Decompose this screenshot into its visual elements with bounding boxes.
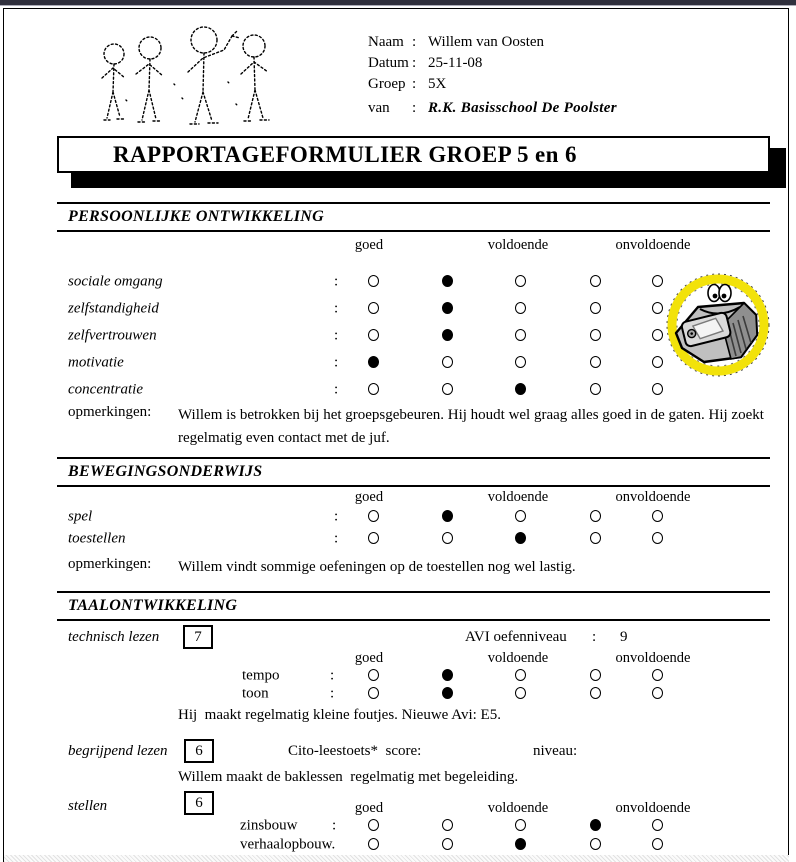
rating-dot [652, 669, 663, 681]
rating-dot [652, 532, 663, 544]
rating-row-colon: : [334, 273, 339, 289]
item-label-stellen: stellen [68, 798, 108, 814]
rating-dot [590, 510, 601, 522]
avi-oefenniveau-label: AVI oefenniveau [465, 629, 567, 645]
column-onvoldoende: onvoldoende [615, 237, 691, 253]
rating-dot [652, 838, 663, 850]
grade-box-stellen: 6 [184, 791, 214, 815]
column-goed: goed [354, 237, 384, 253]
cito-leestoets-score-label: Cito-leestoets* score: [288, 743, 422, 759]
rating-column-headers [0, 650, 796, 666]
rating-dot [515, 275, 526, 287]
rating-row-colon: : [330, 685, 335, 702]
column-onvoldoende: onvoldoende [615, 650, 691, 666]
rating-dot [590, 329, 601, 341]
opmerkingen-label: opmerkingen: [68, 556, 152, 572]
rating-dot-selected [442, 329, 453, 341]
section-heading-bewegingsonderwijs: BEWEGINGSONDERWIJS [57, 457, 770, 487]
rating-dot [515, 510, 526, 522]
rating-row-colon: : [334, 508, 339, 525]
opmerkingen-text: Willem is betrokken bij het groepsgebeuren. Hij houdt wel graag alles goed in de gaten. Hij zoekt regelmatig even contact met de juf. [178, 407, 764, 446]
rating-row-label: spel [68, 508, 93, 525]
rating-row [0, 528, 796, 550]
rating-dot-selected [368, 356, 379, 368]
rating-dot [590, 383, 601, 395]
field-label: Datum [368, 55, 409, 71]
rating-row-label: zelfstandigheid [68, 300, 159, 316]
rating-row-colon: : [334, 530, 339, 547]
field-datum [0, 55, 700, 73]
rating-dot [652, 510, 663, 522]
column-goed: goed [354, 800, 384, 816]
column-voldoende: voldoende [487, 489, 549, 505]
rating-dot [590, 687, 601, 699]
rating-dot [652, 819, 663, 831]
field-value: 25-11-08 [428, 55, 483, 71]
rating-row-label: zelfvertrouwen [68, 327, 157, 343]
item-label-technisch-lezen: technisch lezen [68, 629, 160, 645]
column-voldoende: voldoende [487, 650, 549, 666]
rating-dot-selected [442, 510, 453, 522]
note-begrijpend-lezen: Willem maakt de baklessen regelmatig met begeleiding. [178, 769, 519, 785]
field-colon: : [412, 76, 417, 92]
rating-row-label: toestellen [68, 530, 126, 547]
rating-dot [515, 329, 526, 341]
rating-row-colon: : [332, 817, 337, 833]
rating-dot [442, 356, 453, 368]
rating-dot-selected [515, 383, 526, 395]
rating-row-label: tempo [242, 667, 280, 684]
school-name: R.K. Basisschool De Poolster [428, 100, 617, 116]
rating-dot [368, 532, 379, 544]
rating-row [0, 835, 796, 854]
rating-dot-selected [442, 687, 453, 699]
rating-dot [368, 510, 379, 522]
field-colon: : [412, 55, 417, 71]
column-voldoende: voldoende [487, 237, 549, 253]
rating-dot [442, 383, 453, 395]
field-van [0, 100, 700, 118]
rating-column-headers [0, 800, 796, 816]
rating-group-technisch-lezen [0, 667, 796, 703]
rating-row-label: toon [242, 685, 269, 702]
field-groep [0, 76, 700, 94]
field-naam [0, 34, 700, 52]
rating-group-bewegingsonderwijs [0, 506, 796, 550]
rating-dot [368, 302, 379, 314]
rating-dot [368, 838, 379, 850]
rating-dot-selected [442, 669, 453, 681]
title-shadow [71, 173, 786, 188]
column-voldoende: voldoende [487, 800, 549, 816]
column-goed: goed [354, 489, 384, 505]
rating-row-label: sociale omgang [68, 273, 163, 289]
rating-row [0, 506, 796, 528]
rating-dot-selected [442, 275, 453, 287]
rating-row-colon: : [334, 381, 339, 397]
field-label: Naam [368, 34, 404, 50]
rating-dot-selected [515, 532, 526, 544]
rating-row-colon: : [334, 354, 339, 370]
rating-dot [590, 669, 601, 681]
rating-dot [590, 356, 601, 368]
rating-group-stellen [0, 816, 796, 854]
rating-dot [652, 687, 663, 699]
rating-column-headers [0, 489, 796, 505]
rating-dot [515, 356, 526, 368]
rating-dot [368, 669, 379, 681]
rating-dot [368, 383, 379, 395]
window-top-edge [0, 0, 796, 6]
rating-dot [515, 302, 526, 314]
column-onvoldoende: onvoldoende [615, 800, 691, 816]
avi-colon: : [592, 629, 597, 645]
rating-row [0, 816, 796, 835]
grade-box-technisch-lezen: 7 [183, 625, 213, 649]
field-value: Willem van Oosten [428, 34, 545, 50]
rating-dot [442, 819, 453, 831]
field-value: 5X [428, 76, 447, 92]
rating-row-label: verhaalopbouw. [240, 836, 336, 852]
rating-row-colon: : [330, 667, 335, 684]
grade-box-begrijpend-lezen: 6 [184, 739, 214, 763]
page-bottom-cutoff-texture [4, 855, 789, 862]
column-goed: goed [354, 650, 384, 666]
rating-row [0, 667, 796, 685]
field-colon: : [412, 100, 417, 116]
rating-dot-selected [590, 819, 601, 831]
rating-row [0, 685, 796, 703]
opmerkingen-label: opmerkingen: [68, 404, 152, 420]
field-label: Groep [368, 76, 406, 92]
rating-dot [368, 687, 379, 699]
section-heading-taalontwikkeling: TAALONTWIKKELING [57, 591, 770, 621]
pencil-sharpener-smiley-clipart [662, 269, 774, 379]
rating-dot [590, 532, 601, 544]
rating-dot-selected [515, 838, 526, 850]
rating-row-label: motivatie [68, 354, 124, 370]
section-heading-persoonlijke-ontwikkeling: PERSOONLIJKE ONTWIKKELING [57, 202, 770, 232]
rating-dot [590, 302, 601, 314]
rating-dot [652, 383, 663, 395]
niveau-label: niveau: [533, 743, 578, 759]
rating-row-colon: : [334, 327, 339, 343]
rating-row-label: zinsbouw [240, 817, 298, 833]
opmerkingen-text: Willem vindt sommige oefeningen op de toestellen nog wel lastig. [178, 559, 576, 575]
column-onvoldoende: onvoldoende [615, 489, 691, 505]
rating-dot [590, 275, 601, 287]
item-label-begrijpend-lezen: begrijpend lezen [68, 743, 168, 759]
note-technisch-lezen: Hij maakt regelmatig kleine foutjes. Nieuwe Avi: E5. [178, 707, 501, 723]
rating-dot [368, 275, 379, 287]
rating-dot-selected [442, 302, 453, 314]
rating-dot [515, 669, 526, 681]
avi-value: 9 [620, 629, 628, 645]
rating-dot [590, 838, 601, 850]
page-title: RAPPORTAGEFORMULIER GROEP 5 en 6 [57, 136, 770, 173]
rating-dot [515, 819, 526, 831]
rating-row [0, 376, 796, 403]
rating-row-colon: : [334, 300, 339, 316]
field-label: van [368, 100, 390, 116]
rating-column-headers [0, 237, 796, 253]
rating-row-label: concentratie [68, 381, 143, 397]
rating-dot [515, 687, 526, 699]
rating-dot [368, 329, 379, 341]
title-shadow [770, 148, 786, 174]
rating-dot [442, 532, 453, 544]
rating-dot [368, 819, 379, 831]
field-colon: : [412, 34, 417, 50]
rating-dot [442, 838, 453, 850]
